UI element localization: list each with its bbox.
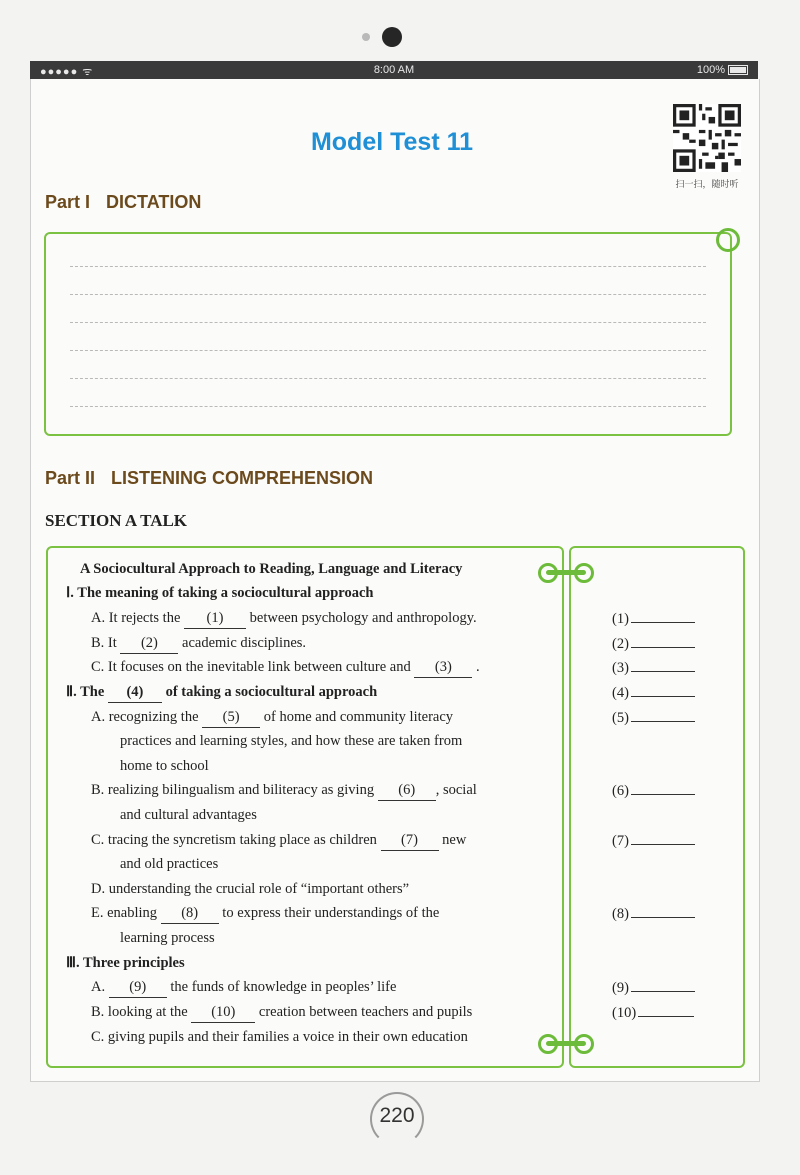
binder-ring-icon <box>716 228 740 252</box>
part1-title: DICTATION <box>106 192 202 212</box>
item-3b: B. looking at the (10) creation between teachers and pupils <box>91 1002 472 1023</box>
part1-heading <box>45 192 201 213</box>
camera-lens-icon <box>382 27 402 47</box>
section-1-heading: Ⅰ. The meaning of taking a sociocultural approach <box>66 585 374 601</box>
item-2b-line1: B. realizing bilingualism and biliteracy as giving (6) , social <box>91 780 477 801</box>
blank-9: (9) <box>109 977 167 998</box>
answer-line-2[interactable]: (2) <box>612 633 695 654</box>
answer-line-9[interactable]: (9) <box>612 977 695 998</box>
blank-1: (1) <box>184 608 246 629</box>
battery-icon <box>728 65 748 75</box>
dictation-line <box>70 294 706 295</box>
item-1a: A. It rejects the (1) between psychology and anthropology. <box>91 608 477 629</box>
binder-ring-icon <box>574 1034 594 1054</box>
answer-line-1[interactable]: (1) <box>612 608 695 629</box>
section-2-heading: Ⅱ. The (4) of taking a sociocultural approach <box>66 682 377 703</box>
item-2b-line2: and cultural advantages <box>120 807 257 823</box>
binder-ring-icon <box>538 1034 558 1054</box>
item-2d: D. understanding the crucial role of “important others” <box>91 881 410 897</box>
status-bar <box>30 61 758 79</box>
part1-number: Part I <box>45 192 91 212</box>
answer-line-4[interactable]: (4) <box>612 682 695 703</box>
page-number: 220 <box>379 1104 415 1127</box>
dictation-line <box>70 322 706 323</box>
qr-code-icon[interactable] <box>673 104 741 172</box>
dictation-line <box>70 378 706 379</box>
item-2c-line1: C. tracing the syncretism taking place as children (7) new <box>91 830 466 851</box>
binder-ring-icon <box>538 563 558 583</box>
qr-caption: 扫一扫，随时听 <box>675 180 739 190</box>
dictation-box <box>44 232 732 436</box>
item-1c: C. It focuses on the inevitable link between culture and (3) . <box>91 657 480 678</box>
part2-title: LISTENING COMPREHENSION <box>111 468 374 488</box>
answer-line-10[interactable]: (10) <box>612 1002 694 1023</box>
item-3a: A. (9) the funds of knowledge in peoples’ life <box>91 977 396 998</box>
camera-dot-icon <box>362 33 370 41</box>
answer-line-6[interactable]: (6) <box>612 780 695 801</box>
signal-wifi-icon: ●●●●● ᯤ <box>40 66 94 78</box>
battery-percent: 100% <box>696 64 725 76</box>
part2-number: Part II <box>45 468 96 488</box>
answer-line-5[interactable]: (5) <box>612 707 695 728</box>
blank-10: (10) <box>191 1002 255 1023</box>
blank-5: (5) <box>202 707 260 728</box>
item-3c: C. giving pupils and their families a voice in their own education <box>91 1029 468 1045</box>
part2-heading <box>45 468 373 489</box>
item-2a-line3: home to school <box>120 758 209 774</box>
answer-line-7[interactable]: (7) <box>612 830 695 851</box>
binder-ring-icon <box>574 563 594 583</box>
answer-line-8[interactable]: (8) <box>612 903 695 924</box>
item-2e-line2: learning process <box>120 930 215 946</box>
item-2a-line2: practices and learning styles, and how these are taken from <box>120 733 463 749</box>
dictation-line <box>70 406 706 407</box>
item-1b: B. It (2) academic disciplines. <box>91 633 306 654</box>
item-2a-line1: A. recognizing the (5) of home and community literacy <box>91 707 453 728</box>
section-3-heading: Ⅲ. Three principles <box>66 955 185 971</box>
blank-4: (4) <box>108 682 162 703</box>
item-2c-line2: and old practices <box>120 856 219 872</box>
status-time: 8:00 AM <box>373 64 415 76</box>
blank-3: (3) <box>414 657 472 678</box>
blank-2: (2) <box>120 633 178 654</box>
blank-8: (8) <box>161 903 219 924</box>
item-2e-line1: E. enabling (8) to express their understandings of the <box>91 903 439 924</box>
battery-status <box>697 64 748 76</box>
page-title: Model Test 11 <box>310 128 474 156</box>
answer-line-3[interactable]: (3) <box>612 657 695 678</box>
section-a-heading: SECTION A TALK <box>45 511 188 530</box>
outline-heading: A Sociocultural Approach to Reading, Language and Literacy <box>80 561 463 577</box>
blank-6: (6) <box>378 780 436 801</box>
dictation-line <box>70 266 706 267</box>
dictation-line <box>70 350 706 351</box>
blank-7: (7) <box>381 830 439 851</box>
